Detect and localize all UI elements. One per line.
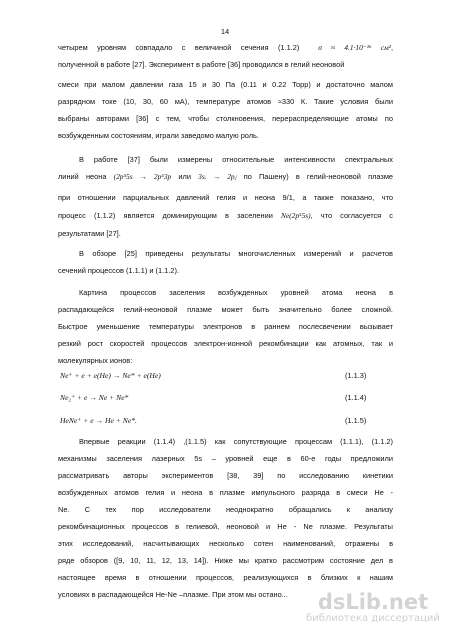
text-line: рекомбинационных процессов в гелиевой, неоновой и He - Ne плазме. Результаты — [58, 522, 393, 531]
text-line: четырем уровням совпадало с величиной сечения (1.1.2) σ ≈ 4.1·10⁻¹⁶ см², — [58, 43, 393, 52]
text-line: результатами [27]. — [58, 229, 121, 238]
text-line: распадающейся гелий-неоновой плазме может быть значительно более сложной. — [58, 305, 393, 314]
watermark-logo: dsLib.net — [317, 590, 429, 614]
text-line: Картина процессов заселения возбужденных уровней атома неона в — [79, 288, 393, 297]
formula-inline: 3sᵢ → 2pⱼ — [198, 172, 237, 181]
text-line: при отношении парциальных давлений гелия и неона 9/1, а также показано, что — [58, 193, 393, 202]
formula-inline: (2p⁵5s → 2p⁵3p — [113, 172, 172, 181]
text-line: процесс (1.1.2) является доминирующим в заселении Ne(2p⁵5s), что согласуется с — [58, 211, 393, 220]
text-line: возбужденным состояниям, играли заведомо малую роль. — [58, 131, 259, 140]
text-line: ряде обзоров ([9, 10, 11, 12, 13, 14]). Ниже мы кратко рассмотрим состояние дел в — [58, 556, 393, 565]
formula-inline: Ne(2p⁵5s) — [280, 211, 311, 220]
page-number: 14 — [220, 27, 230, 36]
equation-number: (1.1.4) — [345, 393, 367, 402]
text-line: Впервые реакции (1.1.4) ,(1.1.5) как сопутствующие процессам (1.1.1), (1.1.2) — [79, 437, 393, 446]
text-line: Ne. С тех пор исследователи неоднократно обращались к анализу — [58, 505, 393, 514]
text-line: молекулярных ионов: — [58, 356, 133, 365]
text-line: выбраны авторами [36] с тем, чтобы столкновения, перераспределяющие атомы по — [58, 114, 393, 123]
text-line: этих исследований, насчитывающих несколько сотен наименований, отражены в — [58, 539, 393, 548]
text-line: линий неона (2p⁵5s → 2p⁵3p или 3sᵢ → 2pⱼ по Пашену) в гелий-неоновой плазме — [58, 172, 394, 181]
watermark — [303, 591, 443, 625]
text-line: Быстрое уменьшение температуры электронов в раннем послесвечении вызывает — [58, 322, 393, 331]
equation: Ne⁺ + e + e(He) → Ne* + e(He) — [60, 371, 161, 380]
formula-inline: σ ≈ 4.1·10⁻¹⁶ см² — [318, 43, 391, 52]
watermark-subtitle: библиотека диссертаций — [306, 613, 440, 624]
equation: HeNe⁺ + e → He + Ne*. — [60, 416, 137, 425]
text-line: рассматривать авторы экспериментов [38, 39] по исследованию кинетики — [58, 471, 393, 480]
text-line: полученной в работе [27]. Эксперимент в работе [36] проводился в гелий неоновой — [58, 60, 345, 69]
text-line: смеси при малом давлении газа 15 и 30 Па (0.11 и 0.22 Торр) и достаточно малом — [58, 80, 393, 89]
text-line: механизмы заселения лазерных 5s – уровней еще в 60-е годы предложили — [58, 454, 393, 463]
text-line: разрядном токе (10, 30, 60 мА), температуре атомов ≈330 К. Такие условия были — [58, 97, 393, 106]
text-line: сечений процессов (1.1.1) и (1.1.2). — [58, 266, 179, 275]
text-line: В обзоре [25] приведены результаты многочисленных измерений и расчетов — [79, 249, 393, 258]
equation: Ne₂⁺ + e → Ne + Ne* — [60, 393, 129, 402]
text-line: условиях в распадающейся He-Ne –плазме. При этом мы остано... — [58, 590, 288, 599]
text-line: возбужденных атомов гелия и неона в плазме импульсного разряда в смеси He - — [58, 488, 393, 497]
text-line: настоящее время в отношении процессов, реализующихся в близких к нашим — [58, 573, 393, 582]
equation-number: (1.1.3) — [345, 371, 367, 380]
text-line: В работе [37] были измерены относительные интенсивности спектральных — [79, 155, 393, 164]
text-line: резкий рост скоростей процессов электрон-ионной рекомбинации как атомных, так и — [58, 339, 393, 348]
equation-number: (1.1.5) — [345, 416, 367, 425]
